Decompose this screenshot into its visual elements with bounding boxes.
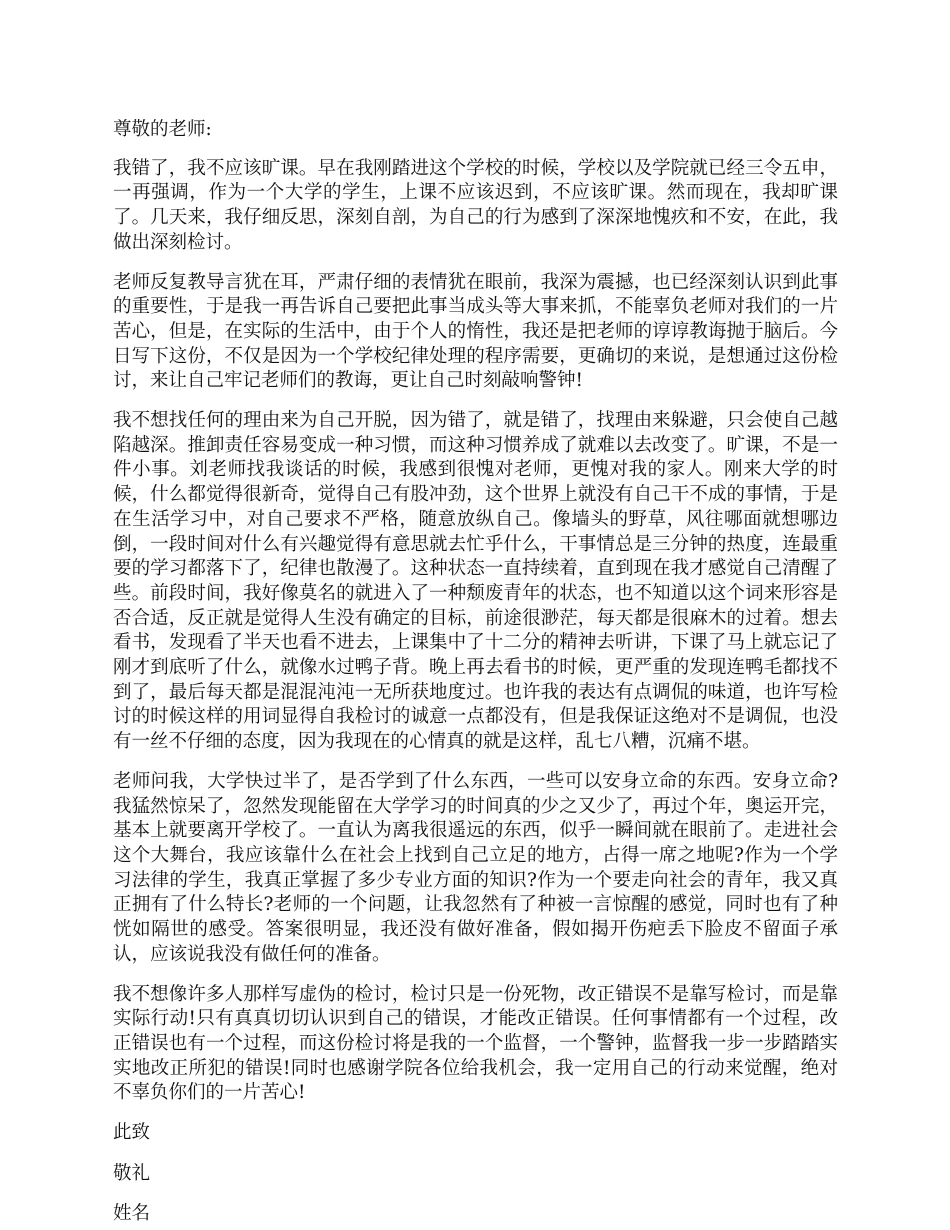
letter-paragraph-3: 我不想找任何的理由来为自己开脱，因为错了，就是错了，找理由来躲避，只会使自己越陷越深。推卸责任容易变成一种习惯，而这种习惯养成了就难以去改变了。旷课，不是一件小事。刘老师找我谈话的时候，我感到很愧对老师，更愧对我的家人。刚来大学的时候，什么都觉得很新奇，觉得自己有股冲劲，这个世界上就没有自己干不成的事情，于是在生活学习中，对自己要求不严格，随意放纵自己。像墙头的野草，风往哪面就想哪边倒，一段时间对什么有兴趣觉得有意思就去忙乎什么，干事情总是三分钟的热度，连最重要的学习都落下了，纪律也散漫了。这种状态一直持续着，直到现在我才感觉自己清醒了些。前段时间，我好像莫名的就进入了一种颓废青年的状态，也不知道以这个词来形容是否合适，反正就是觉得人生没有确定的目标，前途很渺茫，每天都是很麻木的过着。想去看书，发现看了半天也看不进去，上课集中了十二分的精神去听讲，下课了马上就忘记了刚才到底听了什么，就像水过鸭子背。晚上再去看书的时候，更严重的发现连鸭毛都找不到了，最后每天都是混混沌沌一无所获地度过。也许我的表达有点调侃的味道，也许写检讨的时候这样的用词显得自我检讨的诚意一点都没有，但是我保证这绝对不是调侃，也没有一丝不仔细的态度，因为我现在的心情真的就是这样，乱七八糟，沉痛不堪。: [113, 410, 838, 753]
letter-paragraph-2: 老师反复教导言犹在耳，严肃仔细的表情犹在眼前，我深为震撼，也已经深刻认识到此事的重要性，于是我一再告诉自己要把此事当成头等大事来抓，不能辜负老师对我们的一片苦心，但是，在实际的生活中，由于个人的惰性，我还是把老师的谆谆教诲抛于脑后。今日写下这份，不仅是因为一个学校纪律处理的程序需要，更确切的来说，是想通过这份检讨，来让自己牢记老师们的教诲，更让自己时刻敲响警钟!: [113, 271, 838, 392]
letter-paragraph-5: 我不想像许多人那样写虚伪的检讨，检讨只是一份死物，改正错误不是靠写检讨，而是靠实际行动!只有真真切切认识到自己的错误，才能改正错误。任何事情都有一个过程，改正错误也有一个过程，而这份检讨将是我的一个监督，一个警钟，监督我一步一步踏踏实实地改正所犯的错误!同时也感谢学院各位给我机会，我一定用自己的行动来觉醒，绝对不辜负你们的一片苦心!: [113, 983, 838, 1104]
closing-respect: 敬礼: [113, 1162, 151, 1184]
closing-salutation: 此致: [113, 1122, 151, 1144]
letter-paragraph-1: 我错了，我不应该旷课。早在我刚踏进这个学校的时候，学校以及学院就已经三令五申，一再强调，作为一个大学的学生，上课不应该迟到，不应该旷课。然而现在，我却旷课了。几天来，我仔细反思，深刻自剖，为自己的行为感到了深深地愧疚和不安，在此，我做出深刻检讨。: [113, 157, 838, 253]
signature-name: 姓名: [113, 1203, 151, 1225]
letter-greeting: 尊敬的老师:: [113, 119, 212, 140]
letter-paragraph-4: 老师问我，大学快过半了，是否学到了什么东西，一些可以安身立命的东西。安身立命?我猛然惊呆了，忽然发现能留在大学学习的时间真的少之又少了，再过个年，奥运开完，基本上就要离开学校了。一直认为离我很遥远的东西，似乎一瞬间就在眼前了。走进社会这个大舞台，我应该靠什么在社会上找到自己立足的地方，占得一席之地呢?作为一个学习法律的学生，我真正掌握了多少专业方面的知识?作为一个要走向社会的青年，我又真正拥有了什么特长?老师的一个问题，让我忽然有了种被一言惊醒的感觉，同时也有了种恍如隔世的感受。答案很明显，我还没有做好准备，假如揭开伤疤丢下脸皮不留面子承认，应该说我没有做任何的准备。: [113, 770, 838, 965]
